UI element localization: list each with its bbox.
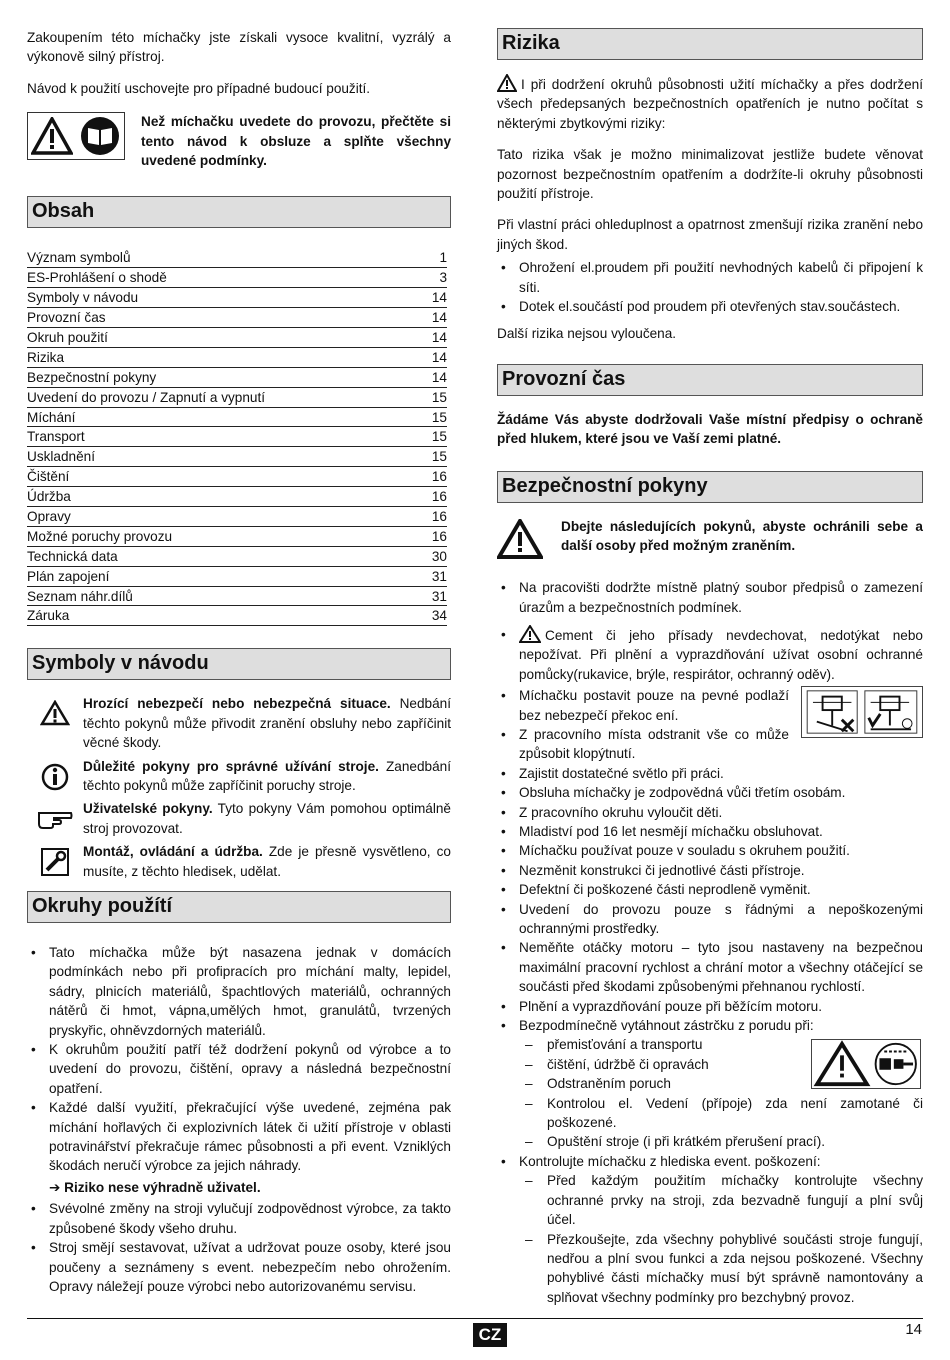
toc-label: Symboly v návodu xyxy=(27,290,139,306)
safety-warning-text: Dbejte následujících pokynů, abyste ochránili sebe a další osoby před možným zraněním. xyxy=(561,518,923,554)
risks-paragraph-2: Tato rizika však je možno minimalizovat jestliže budete věnovat pozornost bezpečnostním opatřením a dodržíte-li okruhy působnosti použití přístroje. xyxy=(497,147,923,202)
toc-row xyxy=(27,408,447,428)
warning-triangle-icon xyxy=(31,117,73,155)
list-item: • Uvedení do provozu pouze s řádnými a nepoškozenými ochrannými prostředky. xyxy=(497,900,923,939)
list-item-unplug: • Bezpodmínečně vytáhnout zástrčku z porudu při: – přemisťování a transportu – čištění, údržbě či opravách – Odstraněním poruch – Kontrolou el. Vedení (přípoje) zda není zamotané či poškozené. – Opuštění stroje (i při krátkém přerušení prací). xyxy=(497,1016,923,1152)
symbol-title: Uživatelské pokyny. xyxy=(83,801,213,817)
symbol-title: Důležité pokyny pro správné užívání stroje. xyxy=(83,758,379,774)
toc-page: 1 xyxy=(439,250,447,266)
toc-label: Záruka xyxy=(27,608,70,624)
toc-label: Rizika xyxy=(27,349,65,365)
symbol-text: Zanedbání těchto pokynů může zapříčinit poruchy stroje. xyxy=(83,758,451,793)
toc-row xyxy=(27,368,447,388)
toc-row xyxy=(27,268,447,288)
read-manual-warning xyxy=(27,112,451,170)
symbol-description xyxy=(83,694,451,752)
toc-row xyxy=(27,487,447,507)
toc-page: 14 xyxy=(431,330,447,345)
toc-row xyxy=(27,587,447,607)
toc-page: 34 xyxy=(431,608,447,624)
list-item: • Stroj smějí sestavovat, užívat a udržovat pouze osoby, které jsou poučeny a seznámeny s event. nebezpečím nebo ohrožením. Opravy náležejí pouze výrobci nebo autorizovanému servisu. xyxy=(27,1238,451,1296)
toc-label: Bezpečnostní pokyny xyxy=(27,369,157,385)
language-badge: CZ xyxy=(473,1323,507,1347)
list-item-cement: • Cement či jeho přísady nevdechovat, nedotýkat nebo nepožívat. Při plnění a vyprazdňování užívat osobní ochranné pomůcky(rukavice, brýle, respirátor, ochranný oděv). xyxy=(497,625,923,684)
toc-label: Transport xyxy=(27,429,85,445)
toc-row xyxy=(27,527,447,547)
manual-keep-note: Návod k použití uschovejte pro případné budoucí použití. xyxy=(27,80,371,96)
list-item: • Míchačku postavit pouze na pevné podlaží bez nebezpečí překoc ení. xyxy=(497,686,923,725)
toc-row xyxy=(27,606,447,626)
wrench-icon xyxy=(27,842,83,876)
operating-time-text: Žádáme Vás abyste dodržovali Vaše místní předpisy o ochraně před hlukem, které jsou ve Vaší zemi platné. xyxy=(497,411,923,447)
symbol-text: Nedbání těchto pokynů může přivodit zranění obsluhy nebo zapříčinit věcné škody. xyxy=(83,696,452,751)
toc-page: 14 xyxy=(431,310,447,326)
warning-text: Než míchačku uvedete do provozu, přečtěte si tento návod k obsluze a splňte všechny uvedené podmínky. xyxy=(141,114,451,169)
toc-label: Uskladnění xyxy=(27,449,96,465)
toc-page: 14 xyxy=(431,349,447,365)
list-item: • Na pracovišti dodržte místně platný soubor předpisů o zamezení úrazům a bezpečnostních podmínek. xyxy=(497,578,923,617)
section-header-safety: Bezpečnostní pokyny xyxy=(497,471,923,503)
toc-label: Význam symbolů xyxy=(27,250,131,266)
toc-page: 15 xyxy=(431,389,447,405)
list-item: – Přezkoušejte, zda všechny pohyblivé součásti stroje fungují, nedřou a plní svou funkci a zda nejsou poškozené. Všechny pohyblivé části míchačky musí být správně namontovány a splňovat všechny podmínky pro bezchybný provoz. xyxy=(519,1230,923,1308)
toc-row xyxy=(27,507,447,527)
symbol-title: Montáž, ovládání a údržba. xyxy=(83,844,263,860)
symbols-list xyxy=(27,694,451,881)
toc-label: Okruh použití xyxy=(27,330,108,345)
symbol-text: Tyto pokyny Vám pomohou optimálně stroj provozovat. xyxy=(83,801,451,836)
symbol-description xyxy=(83,757,451,796)
page-number: 14 xyxy=(905,1321,922,1338)
toc-page: 16 xyxy=(431,489,447,505)
section-header-usage: Okruhy použítí xyxy=(27,891,451,923)
toc-row xyxy=(27,308,447,328)
toc-label: Údržba xyxy=(27,489,71,505)
warning-triangle-icon xyxy=(497,74,517,92)
toc-row xyxy=(27,467,447,487)
toc-row xyxy=(27,427,447,447)
list-item: – Odstraněním poruch xyxy=(519,1074,923,1093)
usage-list xyxy=(27,943,451,1176)
toc-label: Uvedení do provozu / Zapnutí a vypnutí xyxy=(27,389,266,405)
check-list xyxy=(519,1171,923,1307)
list-item: • Z pracovního místa odstranit vše co může způsobit klopýtnutí. xyxy=(497,725,923,764)
unplug-list xyxy=(519,1035,923,1151)
symbol-description xyxy=(83,799,451,838)
toc-label: ES-Prohlášení o shodě xyxy=(27,270,167,286)
toc-page: 30 xyxy=(431,548,447,564)
list-item: • Dotek el.součástí pod proudem při otevřených stav.součástech. xyxy=(497,297,923,316)
risks-paragraph-4: Další rizika nejsou vyloučena. xyxy=(497,326,677,342)
toc-page: 31 xyxy=(431,568,447,584)
warning-triangle-icon xyxy=(519,625,541,643)
safety-warning xyxy=(497,517,923,564)
toc-page: 16 xyxy=(431,469,447,485)
toc-label: Míchání xyxy=(27,409,76,425)
warning-book-icon xyxy=(27,112,125,160)
section-header-symbols: Symboly v návodu xyxy=(27,648,451,680)
toc-page: 16 xyxy=(431,528,447,544)
right-column xyxy=(497,28,923,1307)
symbol-row xyxy=(27,757,451,796)
list-item: • Zajistit dostatečné světlo při práci. xyxy=(497,764,923,783)
list-item: • Svévolné změny na stroji vylučují zodpovědnost výrobce, za takto způsobené škody všeho druhu. xyxy=(27,1199,451,1238)
section-header-contents: Obsah xyxy=(27,196,451,228)
risks-paragraph-3: Při vlastní práci ohleduplnost a opatrnost zmenšují rizika zranění nebo jiných škod. xyxy=(497,217,923,252)
toc-label: Plán zapojení xyxy=(27,568,110,584)
toc-page: 15 xyxy=(431,429,447,445)
toc-label: Technická data xyxy=(27,548,118,564)
list-item: • K okruhům použití patří též dodržení pokynů od výrobce a to uvedení do provozu, čištění, opravy a následná bezpečnostní opatření. xyxy=(27,1040,451,1098)
list-item: • Tato míchačka může být nasazena jednak v domácích podmínkách nebo při profipracích pro míchání malty, lepidel, sádry, plnicích materiálů, špachtlových materiálů, ochranných nátěrů či hmot, vápna,umělých hmot, granulátů, tvrzených pryskyřic, ohněvzdorných materiálů. xyxy=(27,943,451,1040)
toc-row xyxy=(27,248,447,268)
list-item: • Z pracovního okruhu vyloučit děti. xyxy=(497,803,923,822)
list-item: • Míchačku používat pouze v souladu s okruhem použití. xyxy=(497,841,923,860)
symbol-row xyxy=(27,799,451,838)
list-item: – Kontrolou el. Vedení (přípoje) zda není zamotané či poškozené. xyxy=(519,1094,923,1133)
risks-list xyxy=(497,258,923,316)
list-item: • Ohrožení el.proudem při použití nevhodných kabelů či připojení k síti. xyxy=(497,258,923,297)
list-item: • Mladiství pod 16 let nesmějí míchačku obsluhovat. xyxy=(497,822,923,841)
info-icon xyxy=(27,757,83,791)
usage-list-2 xyxy=(27,1199,451,1296)
toc-label: Opravy xyxy=(27,509,71,525)
book-icon xyxy=(79,115,121,157)
toc-page: 15 xyxy=(431,449,447,465)
toc-label: Seznam náhr.dílů xyxy=(27,588,133,604)
toc-row xyxy=(27,447,447,467)
toc-label: Čištění xyxy=(27,469,70,485)
toc-page: 14 xyxy=(431,369,447,385)
usage-risk-note: ➔ Riziko nese výhradně uživatel. xyxy=(49,1179,261,1195)
toc-label: Provozní čas xyxy=(27,310,106,326)
toc-page: 3 xyxy=(439,270,447,286)
toc-page: 31 xyxy=(431,588,447,604)
section-header-risks: Rizika xyxy=(497,28,923,60)
symbol-text: Zde je přesně vysvětleno, co musíte, z těchto hledisek, udělat. xyxy=(83,844,451,879)
list-item: • Plnění a vyprazdňování pouze při běžícím motoru. xyxy=(497,997,923,1016)
toc-row xyxy=(27,388,447,408)
left-column xyxy=(27,28,451,1296)
list-item: • Obsluha míchačky je zodpovědná vůči třetím osobám. xyxy=(497,783,923,802)
toc-page: 15 xyxy=(431,409,447,425)
list-item: – čištění, údržbě či opravách xyxy=(519,1055,923,1074)
toc-row xyxy=(27,567,447,587)
symbol-row xyxy=(27,842,451,881)
intro-paragraph: Zakoupením této míchačky jste získali vysoce kvalitní, vyzrálý a výkonově silný přístroj. xyxy=(27,30,451,65)
toc-row xyxy=(27,288,447,308)
safety-list xyxy=(497,578,923,1307)
toc-row xyxy=(27,547,447,567)
warning-triangle-icon xyxy=(497,519,543,559)
toc-row xyxy=(27,348,447,368)
section-header-operating-time: Provozní čas xyxy=(497,364,923,396)
list-item-check: • Kontrolujte míchačku z hlediska event. poškození: – Před každým použitím míchačky kontrolujte všechny ochranné prvky na stroji, zda bezvadně fungují a plní svůj účel. – Přezkoušejte, zda všechny pohyblivé součásti stroje fungují, nedřou a plní svou funkci a zda nejsou poškozené. Všechny pohyblivé části míchačky musí být správně namontovány a splňovat všechny podmínky pro bezchybný provoz. xyxy=(497,1152,923,1307)
pointing-hand-icon xyxy=(27,799,83,829)
symbol-title: Hrozící nebezpečí nebo nebezpečná situace. xyxy=(83,696,391,712)
list-item: • Defektní či poškozené části neprodleně vyměnit. xyxy=(497,880,923,899)
symbol-description xyxy=(83,842,451,881)
list-item: – přemisťování a transportu xyxy=(519,1035,923,1054)
footer-divider xyxy=(27,1318,923,1319)
toc-row xyxy=(27,328,447,348)
list-item: – Před každým použitím míchačky kontrolujte všechny ochranné prvky na stroji, zda bezvadně fungují a plní svůj účel. xyxy=(519,1171,923,1229)
list-item: • Neměňte otáčky motoru – tyto jsou nastaveny na bezpečnou maximální pracovní rychlost a chrání motor a všechny otáčející se součásti před škodami způsobenými přehnanou rychlostí. xyxy=(497,938,923,996)
toc-label: Možné poruchy provozu xyxy=(27,528,173,544)
toc-page: 16 xyxy=(431,509,447,525)
symbol-row xyxy=(27,694,451,752)
toc-page: 14 xyxy=(431,290,447,306)
list-item: • Každé další využití, překračující výše uvedené, zejména pak míchání hořlavých či explozivních látek či užití přístroje v oblasti potravinářství překračuje rámec působnosti a při event. Vzniklých škodách neručí výrobce za jejich náhrady. xyxy=(27,1098,451,1176)
list-item: – Opuštění stroje (i při krátkém přerušení prací). xyxy=(519,1132,923,1151)
list-item: • Nezměnit konstrukci či jednotlivé části přístroje. xyxy=(497,861,923,880)
table-of-contents xyxy=(27,248,447,626)
warning-triangle-icon xyxy=(27,694,83,726)
risks-paragraph-1: I při dodržení okruhů působnosti užití míchačky a přes dodržení všech předepsaných bezpečnostních opatřeních je nutno počítat s některými zbytkovými riziky: xyxy=(497,74,923,133)
